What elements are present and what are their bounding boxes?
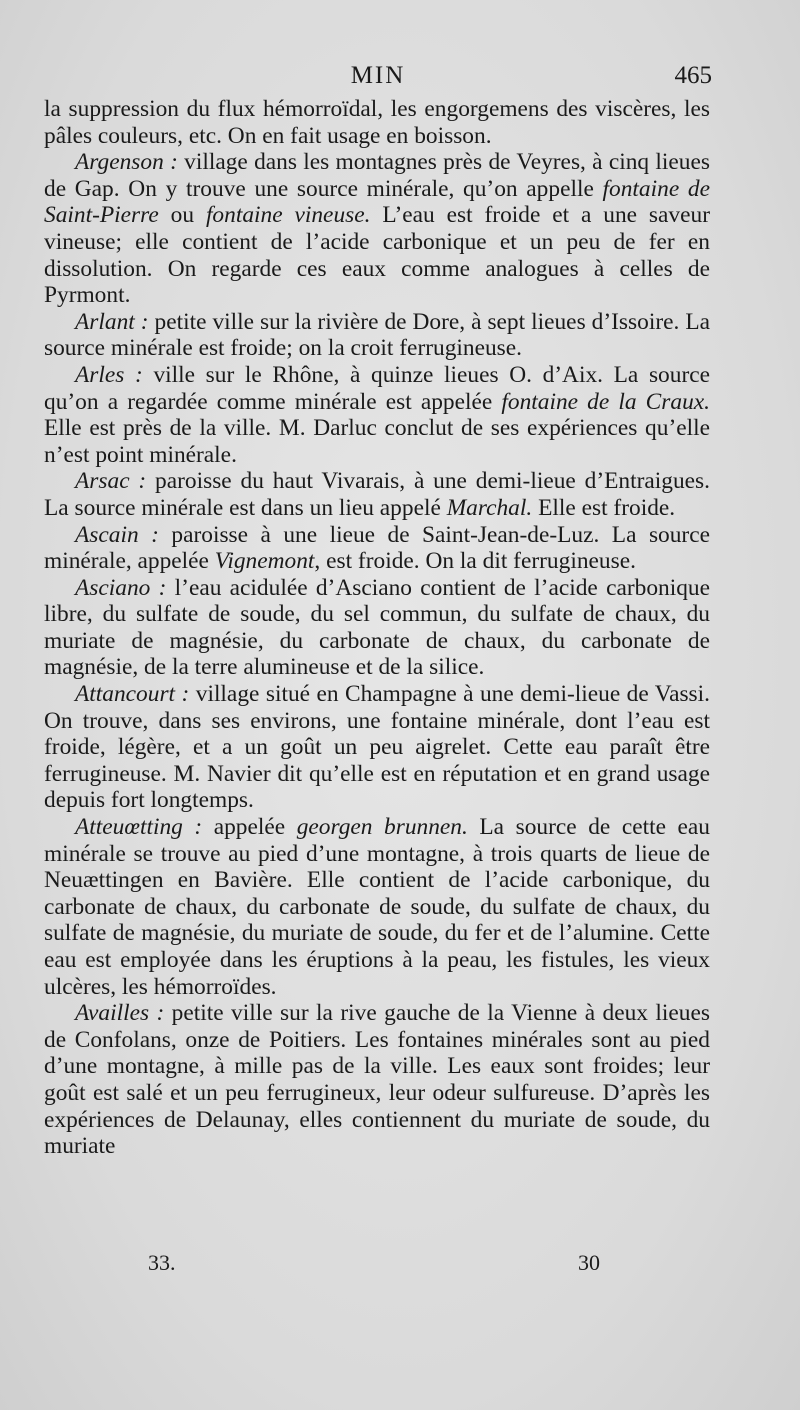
signature-mark-right: 30	[578, 1250, 600, 1275]
entry-text: paroisse du haut Vivarais, à une demi-lieue d’Entraigues. La source minérale est dans un lieu appelé	[44, 468, 710, 521]
page-body	[44, 96, 710, 1160]
entry-text: l’eau acidulée d’Asciano contient de l’acide carbonique libre, du sulfate de soude, du sel commun, du sulfate de chaux, du muriate de magnésie, du carbonate de chaux, du carbonate de magnésie, de la terre alumineuse et de la silice.	[44, 574, 710, 681]
entry-headword: Ascain :	[75, 521, 159, 548]
dictionary-entry	[44, 468, 710, 521]
entry-italic-text: fontaine de la Craux.	[501, 388, 710, 415]
signature-mark-left: 33.	[148, 1250, 176, 1275]
dictionary-entry	[44, 522, 710, 575]
entry-headword: Asciano :	[75, 574, 167, 601]
entry-text: paroisse à une lieue de Saint-Jean-de-Luz. La source minérale, appelée	[44, 521, 710, 575]
dictionary-entry	[44, 362, 710, 468]
entry-text: ville sur le Rhône, à quinze lieues O. d’Aix. La source qu’on a regardée comme minérale est appelée	[44, 361, 710, 415]
dictionary-entry	[44, 149, 710, 309]
continued-paragraph: la suppression du flux hémorroïdal, les engorgemens des viscères, les pâles couleurs, etc. On en fait usage en boisson.	[44, 96, 710, 149]
dictionary-entry	[44, 681, 710, 814]
entry-italic-text: Marchal.	[446, 494, 533, 521]
entry-text: village situé en Champagne à une demi-lieue de Vassi. On trouve, dans ses environs, une fontaine minérale, dont l’eau est froide, légère, et a un goût un peu aigrelet. Cette eau paraît être ferrugineuse. M. Navier dit qu’elle est en réputation et en grand usage depuis fort longtemps.	[44, 681, 711, 814]
dictionary-entry	[44, 1000, 710, 1160]
dictionary-entry	[44, 814, 710, 1000]
page-header	[44, 62, 712, 96]
entry-text: petite ville sur la rive gauche de la Vienne à deux lieues de Confolans, onze de Poitiers. Les fontaines minérales sont au pied d’une montagne, à mille pas de la ville. Les eaux sont froides; leur goût est salé et un peu ferrugineux, leur odeur sulfureuse. D’après les expériences de Delaunay, elles contiennent du muriate de soude, du muriate	[44, 1000, 710, 1160]
entry-headword: Atteuœtting :	[75, 814, 203, 841]
entry-headword: Arles :	[75, 361, 143, 388]
entry-italic-text: fontaine de Saint-Pierre	[44, 175, 710, 229]
entry-headword: Argenson :	[75, 149, 178, 176]
page-number: 465	[674, 62, 712, 89]
dictionary-entry	[44, 309, 710, 362]
entry-headword: Attancourt :	[75, 681, 190, 708]
dictionary-entry	[44, 575, 710, 681]
entry-italic-text: georgen brunnen.	[296, 814, 468, 841]
entry-text: Elle est près de la ville. M. Darluc conclut de ses expériences qu’elle n’est point minérale.	[44, 415, 710, 468]
entry-italic-text: fontaine vineuse.	[205, 202, 371, 229]
entry-text: village dans les montagnes près de Veyres, à cinq lieues de Gap. On y trouve une source minérale, qu’on appelle	[44, 149, 710, 202]
page-footer	[44, 1250, 710, 1280]
running-head: MIN	[350, 62, 406, 89]
entry-headword: Availles :	[75, 1000, 165, 1027]
entry-text: ou	[158, 202, 206, 229]
entry-text: Elle est froide.	[532, 494, 676, 521]
entry-text: L’eau est froide et a une saveur vineuse; elle contient de l’acide carbonique et un peu de fer en dissolution. On regarde ces eaux comme analogues à celles de Pyrmont.	[44, 202, 710, 309]
entry-italic-text: Vignemont	[214, 548, 315, 575]
entry-text: La source de cette eau minérale se trouve au pied d’une montagne, à trois quarts de lieue de Neuættingen en Bavière. Elle contient de l’acide carbonique, du carbonate de chaux, du carbonate de soude, du sulfate de chaux, du sulfate de magnésie, du muriate de soude, du fer et de l’alumine. Cette eau est employée dans les éruptions à la peau, les fistules, les vieux ulcères, les hémorroïdes.	[44, 814, 710, 1000]
entry-text: petite ville sur la rivière de Dore, à sept lieues d’Issoire. La source minérale est froide; on la croit ferrugineuse.	[44, 308, 710, 362]
entry-headword: Arsac :	[75, 468, 147, 495]
entry-text: , est froide. On la dit ferrugineuse.	[314, 548, 636, 575]
entry-headword: Arlant :	[75, 308, 149, 335]
entry-text: appelée	[202, 814, 297, 841]
